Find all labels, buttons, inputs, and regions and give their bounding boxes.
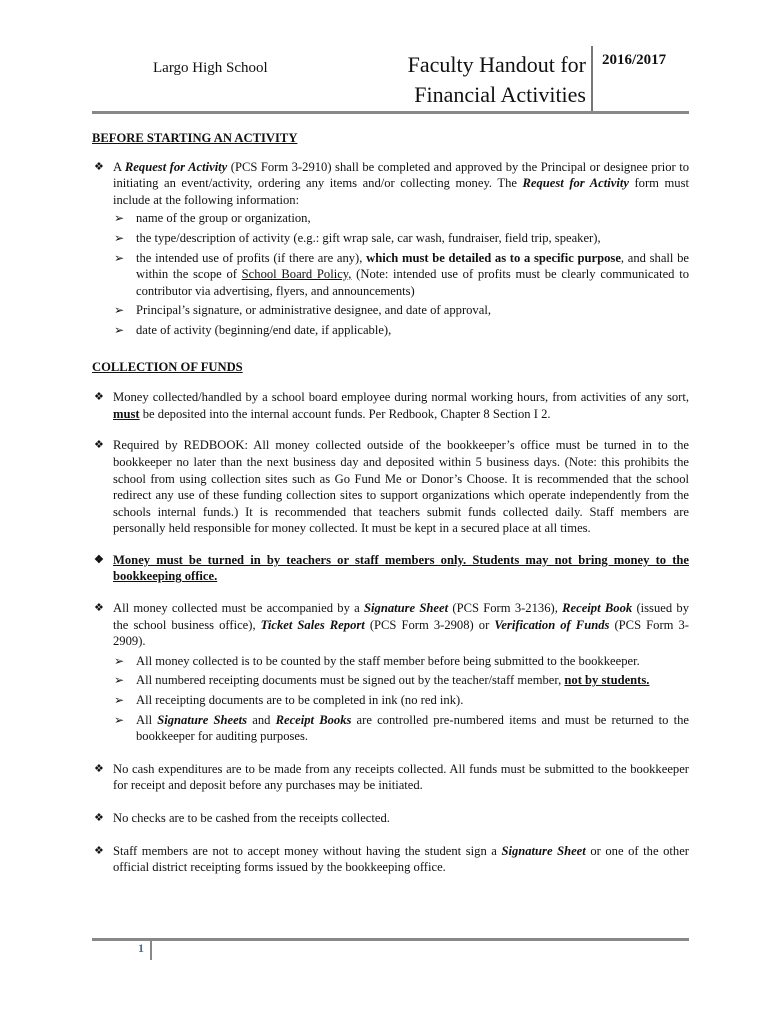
sub-item-signature: ➢ Principal’s signature, or administrative designee, and date of approval, [92,302,689,319]
school-year: 2016/2017 [602,52,667,68]
page-number-divider [150,941,152,960]
bullet-no-checks-cashed: ❖ No checks are to be cashed from the receipts collected. [92,810,689,827]
school-name: Largo High School [153,60,268,76]
page-number: 1 [138,941,144,955]
sub-item-controlled-items: ➢ All Signature Sheets and Receipt Books are controlled pre-numbered items and must be returned to the bookkeeper for auditing purposes. [92,712,689,745]
section-heading-before-starting: BEFORE STARTING AN ACTIVITY [92,131,298,145]
document-body [92,126,689,876]
bullet-signature-sheet: ❖ Staff members are not to accept money without having the student sign a Signature Sheet or one of the other official district receipting forms issued by the bookkeeping office. [92,843,689,876]
bullet-no-cash-expenditures: ❖ No cash expenditures are to be made from any receipts collected. All funds must be submitted to the bookkeeper for receipt and deposit before any purchases may be initiated. [92,761,689,794]
bullet-redbook-requirement: ❖ Required by REDBOOK: All money collected outside of the bookkeeper’s office must be turned in to the bookkeeper no later than the next business day and deposited within 5 business days. (Note: this prohibits the school from using collection sites such as Go Fund Me or Donor’s Choose. It is recommended that the school redirect any use of these funding collection sites to support organizations which operate independently from the schools internal funds.) It is recommended that teachers submit funds collected daily. Staff members are personally held responsible for money collected. It must be kept in a secured place at all times. [92,437,689,537]
sub-item-date: ➢ date of activity (beginning/end date, if applicable), [92,322,689,339]
sub-item-signed-out: ➢ All numbered receipting documents must be signed out by the teacher/staff member, not by students. [92,672,689,689]
footer-rule [92,938,689,941]
bullet-accompanying-documents: ❖ All money collected must be accompanied by a Signature Sheet (PCS Form 3-2136), Receipt Book (issued by the school business office), Ticket Sales Report (PCS Form 3-2908) or Verification of Funds (PCS Form 3-2909). [92,600,689,650]
sub-item-group-name: ➢ name of the group or organization, [92,210,689,227]
sub-item-activity-type: ➢ the type/description of activity (e.g.: gift wrap sale, car wash, fundraiser, field trip, speaker), [92,230,689,247]
title-line-1: Faculty Handout for [407,52,586,77]
bullet-teachers-only: ❖ Money must be turned in by teachers or staff members only. Students may not bring money to the bookkeeping office. [92,552,689,585]
header-rule [92,111,689,114]
sub-item-ink: ➢ All receipting documents are to be completed in ink (no red ink). [92,692,689,709]
header-divider [591,46,593,112]
section-heading-collection-of-funds: COLLECTION OF FUNDS [92,359,243,374]
bullet-money-collected: ❖ Money collected/handled by a school board employee during normal working hours, from activities of any sort, must be deposited into the internal account funds. Per Redbook, Chapter 8 Section I 2. [92,389,689,422]
sub-item-counted: ➢ All money collected is to be counted by the staff member before being submitted to the bookkeeper. [92,653,689,670]
bullet-request-for-activity: ❖ A Request for Activity (PCS Form 3-2910) shall be completed and approved by the Principal or designee prior to initiating an event/activity, ordering any items and/or collecting money. The Request for Activity form must include at the following information: [92,159,689,209]
sub-item-use-of-profits: ➢ the intended use of profits (if there are any), which must be detailed as to a specific purpose, and shall be within the scope of School Board Policy, (Note: intended use of profits must be clearly communicated to contributor via advertising, flyers, and announcements) [92,250,689,300]
document-title [360,50,586,110]
title-line-2: Financial Activities [414,82,586,107]
